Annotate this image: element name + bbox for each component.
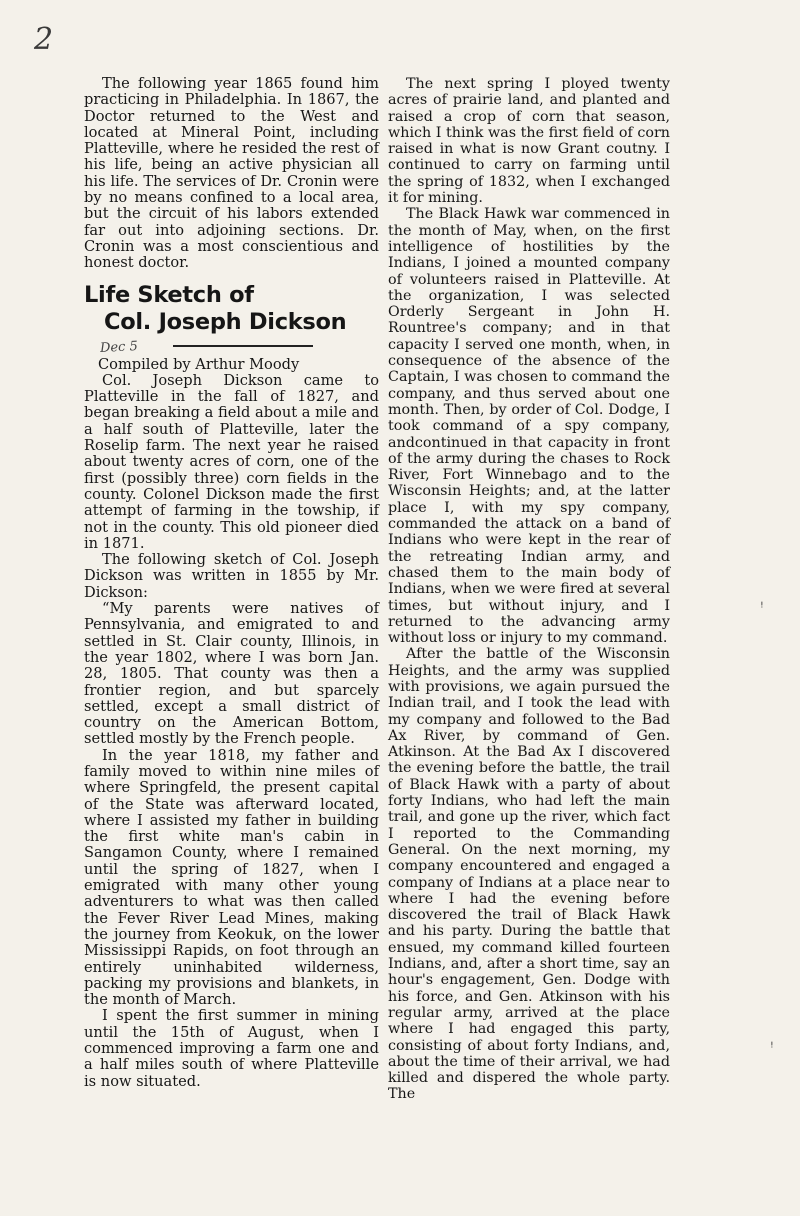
byline: Compiled by Arthur Moody (98, 355, 300, 373)
left-paragraph-4: In the year 1818, my father and family moved to within nine miles of where Springfeld, the present capital of the State was afterward located, where I assisted my father in building the first white man's cabin in Sangamon County, where I remained until the spring of 1827, when I emigrated with many other young adventurers to what was then called the Fever River Lead Mines, making the journey from Keokuk, on the lower Mississippi Rapids, on foot through an entirely uninhabited wilderness, packing my provisions and blankets, in the month of March. (84, 746, 379, 1009)
left-paragraph-1: Col. Joseph Dickson came to Platteville in the fall of 1827, and began breaking a field about a mile and a half south of Platteville, later the Roselip farm. The next year he raised about twenty acres of corn, one of the first (possibly three) corn fields in the county. Colonel Dickson made the first attempt of farming in the towship, if not in the county. This old pioneer died in 1871. (84, 371, 379, 552)
left-column (84, 76, 379, 1090)
left-paragraph-3: “My parents were natives of Pennsylvania, and emigrated to and settled in St. Clair county, Illinois, in the year 1802, where I was born Jan. 28, 1805. That county was then a frontier region, and but sparcely settled, except a small district of country on the American Bottom, settled mostly by the French people. (84, 600, 379, 748)
margin-mark-1: ꜝ (760, 600, 764, 616)
right-paragraph-1: The next spring I ployed twenty acres of prairie land, and planted and raised a crop of corn that season, which I think was the first field of corn raised in what is now Grant coutny. I continued to carry on farming until the spring of 1832, when I exchanged it for mining. (388, 76, 670, 207)
page-number: 2 (34, 22, 54, 57)
right-column (388, 76, 670, 1103)
right-paragraph-3: After the battle of the Wisconsin Heights, and the army was supplied with provisions, we again pursued the Indian trail, and I took the lead with my company and followed to the Bad Ax River, by command of Gen. Atkinson. At the Bad Ax I discovered the evening before the battle, the trail of Black Hawk with a party of about forty Indians, who had left the main trail, and gone up the river, which fact I reported to the Commanding General. On the next morning, my company encountered and engaged a company of Indians at a place near to where I had the evening before discovered the trail of Black Hawk and his party. During the battle that ensued, my command killed fourteen Indians, and, after a short time, say an hour's engagement, Gen. Dodge with his force, and Gen. Atkinson with his regular army, arrived at the place where I had engaged this party, consisting of about forty Indians, and, about the time of their arrival, we had killed and dispered the whole party. The (388, 646, 670, 1103)
article-title (84, 282, 379, 336)
title-rule (173, 345, 313, 347)
left-paragraph-5: I spent the first summer in mining until the 15th of August, when I commenced improving a farm one and a half miles south of where Platteville is now situated. (84, 1007, 379, 1090)
handnote-row (84, 336, 379, 355)
intro-paragraph: The following year 1865 found him practicing in Philadelphia. In 1867, the Doctor returned to the West and located at Mineral Point, including Platteville, where he resided the rest of his life, being an active physician all his life. The services of Dr. Cronin were by no means confined to a local area, but the circuit of his labors extended far out into adjoining sections. Dr. Cronin was a most conscientious and honest doctor. (84, 75, 379, 272)
right-paragraph-2: The Black Hawk war commenced in the month of May, when, on the first intelligence of hostilities by the Indians, I joined a mounted company of volunteers raised in Platteville. At the organization, I was selected Orderly Sergeant in John H. Rountree's company; and in that capacity I served one month, when, in consequence of the absence of the Captain, I was chosen to command the company, and thus served about one month. Then, by order of Col. Dodge, I took command of a spy company, andcontinued in that capacity in front of the army during the chases to Rock River, Fort Winnebago and to the Wisconsin Heights; and, at the latter place I, with my spy company, commanded the attack on a band of Indians who were kept in the rear of the retreating Indian army, and chased them to the main body of Indians, when we were fired at several times, but without injury, and I returned to the advancing army without loss or injury to my command. (388, 206, 670, 647)
title-line-1: Life Sketch of (84, 281, 254, 308)
margin-mark-2: ꜝ (770, 1040, 774, 1056)
left-paragraph-2: The following sketch of Col. Joseph Dickson was written in 1855 by Mr. Dickson: (84, 551, 379, 601)
title-line-2: Col. Joseph Dickson (104, 308, 347, 335)
handwritten-note: Dec 5 (99, 338, 139, 356)
